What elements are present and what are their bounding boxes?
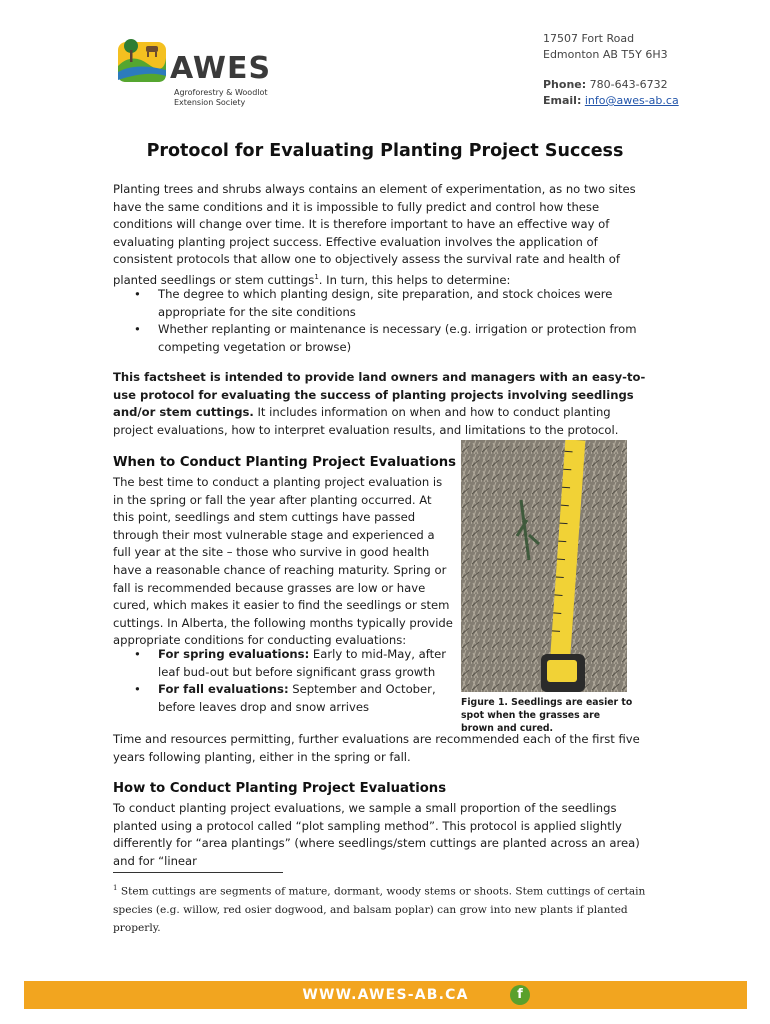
footnote-ref: 1 [314,272,319,281]
determine-list [113,286,653,356]
phone-line [543,77,679,93]
intro-paragraph [113,181,653,289]
footnote-rule [113,872,283,873]
facebook-icon[interactable]: f [510,985,530,1005]
email-label: Email: [543,94,582,107]
time-paragraph: Time and resources permitting, further evaluations are recommended each of the first five years following planting, either in the spring or fall. [113,732,640,764]
logo-name: AWES [170,51,272,86]
logo-landscape-icon [118,36,170,84]
logo-sub-line2: Extension Society [174,98,246,107]
address-line1: 17507 Fort Road [543,32,635,45]
spring-text: Early to mid-May, after leaf bud-out but before significant grass growth [158,647,447,679]
email-line [543,93,679,109]
list-item: • For spring evaluations: Early to mid-May, after leaf bud-out but before significant grass growth [134,647,447,679]
when-paragraph: The best time to conduct a planting project evaluation is in the spring or fall the year after planting occurred. At this point, seedlings and stem cuttings have passed through their most vulnerable stage and experienced a full year at the site – those who survive in good health have a reasonable chance of reaching maturity. Spring or fall is recommended because grasses are low or have cured, which makes it easier to find the seedlings or stem cuttings. In Alberta, the following months typically provide appropriate conditions for conducting evaluations: [113,475,453,648]
logo-subtitle [174,88,268,108]
figure-caption: Figure 1. Seedlings are easier to spot when the grasses are brown and cured. [461,697,633,734]
page-title: Protocol for Evaluating Planting Project Success [146,141,624,161]
purpose-rest: It includes information on when and how to conduct planting project evaluations, how to interpret evaluation results, and limitations to the protocol. [113,405,619,437]
list-item: • For fall evaluations: September and October, before leaves drop and snow arrives [134,682,436,714]
spring-label: For spring evaluations: [158,647,310,661]
phone-label: Phone: [543,78,587,91]
email-link[interactable]: info@awes-ab.ca [584,94,679,107]
list-item: • Whether replanting or maintenance is necessary (e.g. irrigation or protection from competing vegetation or browse) [134,322,637,354]
list-item-text: The degree to which planting design, site preparation, and stock choices were appropriate for the site conditions [158,287,613,319]
how-heading: How to Conduct Planting Project Evaluations [113,781,447,796]
footer-bar [24,981,747,1009]
footnote-text: Stem cuttings are segments of mature, dormant, woody stems or shoots. Stem cuttings of certain species (e.g. willow, red osier dogwood, and balsam poplar) can grow into new plants if planted properly. [113,885,646,934]
intro-text: Planting trees and shrubs always contains an element of experimentation, as no two sites have the same conditions and it is impossible to fully predict and control how these conditions will change over time. It is therefore important to have an effective way of evaluating planting project success. Effective evaluation involves the application of consistent protocols that allow one to objectively assess the survival rate and health of planted seedlings or stem cuttings [113,182,636,287]
awes-logo [118,36,278,112]
footnote-number: 1 [113,884,118,892]
intro-text-end: . In turn, this helps to determine: [318,272,511,287]
footnote [113,879,648,937]
list-item-text: Whether replanting or maintenance is necessary (e.g. irrigation or protection from competing vegetation or browse) [158,322,637,354]
contact-block [543,31,679,109]
purpose-bold: This factsheet is intended to provide land owners and managers with an easy-to-use protocol for evaluating the success of planting projects involving seedlings and/or stem cuttings. [113,370,646,420]
season-list [113,646,453,716]
footer-url-link[interactable]: WWW.AWES-AB.CA [302,987,469,1003]
how-paragraph: To conduct planting project evaluations, we sample a small proportion of the seedlings planted using a protocol called “plot sampling method”. This protocol is applied slightly differently for “area plantings” (where seedlings/stem cuttings are planted across an area) and for “linear [113,801,640,868]
when-heading: When to Conduct Planting Project Evaluations [113,455,457,470]
fall-label: For fall evaluations: [158,682,289,697]
seedling-photo [461,440,627,692]
logo-sub-line1: Agroforestry & Woodlot [174,88,268,97]
fall-text: September and October, before leaves drop and snow arrives [158,682,436,714]
list-item: • The degree to which planting design, site preparation, and stock choices were appropriate for the site conditions [134,287,613,319]
phone-number: 780-643-6732 [589,78,668,91]
factsheet-purpose [113,369,653,439]
address-line2: Edmonton AB T5Y 6H3 [543,48,668,61]
